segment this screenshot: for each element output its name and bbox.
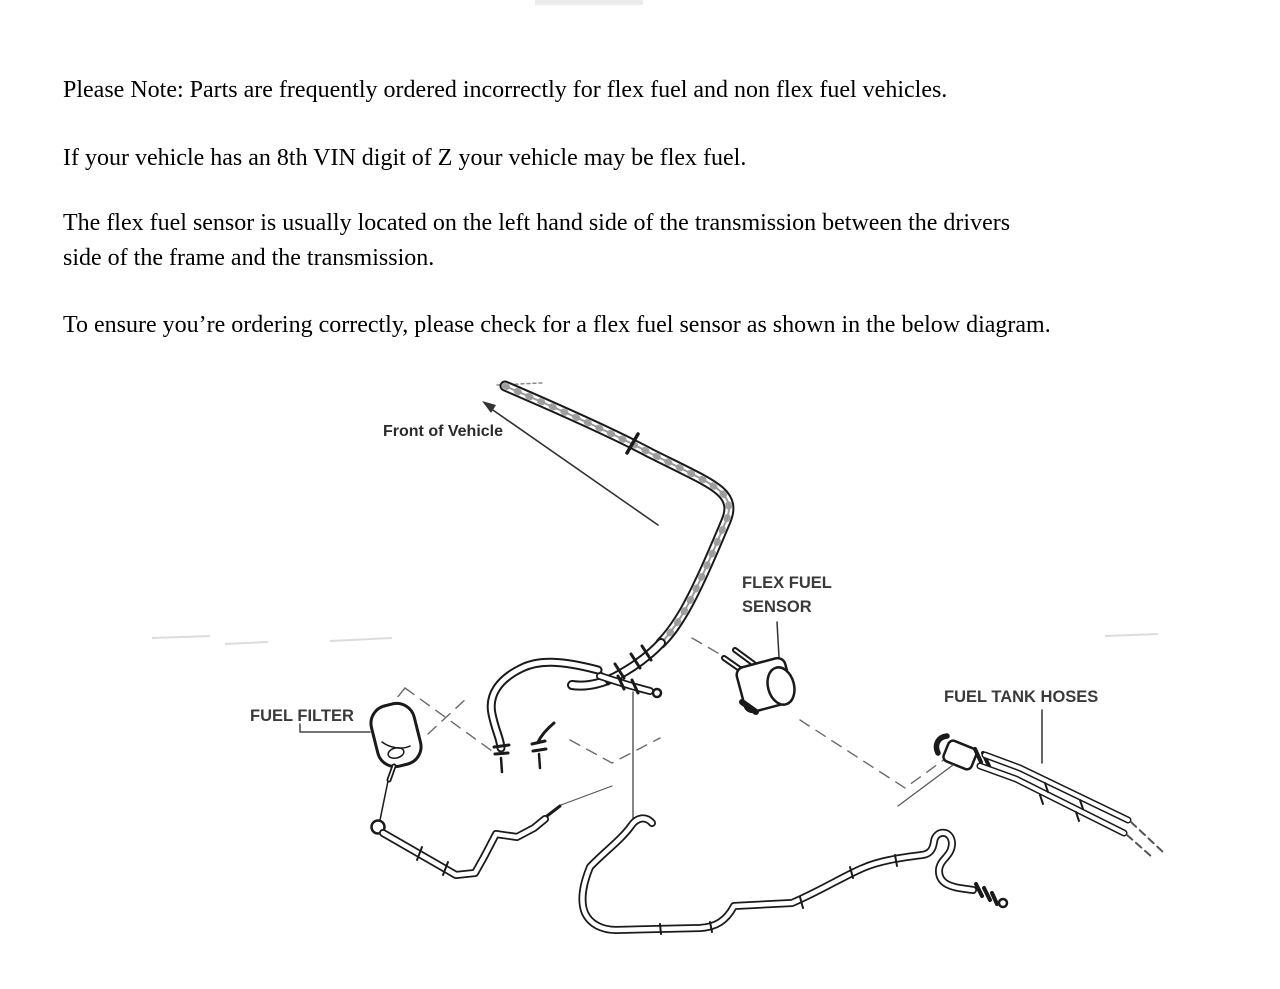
line-end-connector (976, 884, 1007, 907)
lower-left-fuel-line (383, 786, 612, 875)
front-of-vehicle-label: Front of Vehicle (383, 423, 504, 440)
fuel-tank-hoses-label: FUEL TANK HOSES (944, 688, 1099, 706)
flex-fuel-sensor-part (724, 622, 798, 714)
sensor-label-leader (777, 622, 779, 657)
flex-fuel-sensor-label-line1: FLEX FUEL (742, 574, 832, 592)
filter-label-leader (300, 724, 370, 732)
notice-paragraph-2: If your vehicle has an 8th VIN digit of Z your vehicle may be flex fuel. (63, 145, 747, 171)
notice-paragraph-3-line-1: The flex fuel sensor is usually located on the left hand side of the transmission between the drivers (63, 210, 1011, 236)
notice-paragraph-3-line-2: side of the frame and the transmission. (63, 245, 435, 271)
main-fuel-line-bundle (497, 383, 729, 643)
fuel-filter-label: FUEL FILTER (250, 707, 354, 725)
flex-fuel-sensor-label-line2: SENSOR (742, 598, 812, 616)
notice-paragraph-4: To ensure you’re ordering correctly, please check for a flex fuel sensor as shown in the below diagram. (63, 312, 1051, 338)
jumper-hose (491, 662, 598, 772)
stub-fitting (532, 723, 554, 768)
frame-dashed-outline (392, 638, 956, 788)
bottom-fuel-line (583, 818, 1007, 934)
notice-paragraph-1: Please Note: Parts are frequently ordered incorrectly for flex fuel and non flex fuel vehicles. (63, 77, 948, 103)
